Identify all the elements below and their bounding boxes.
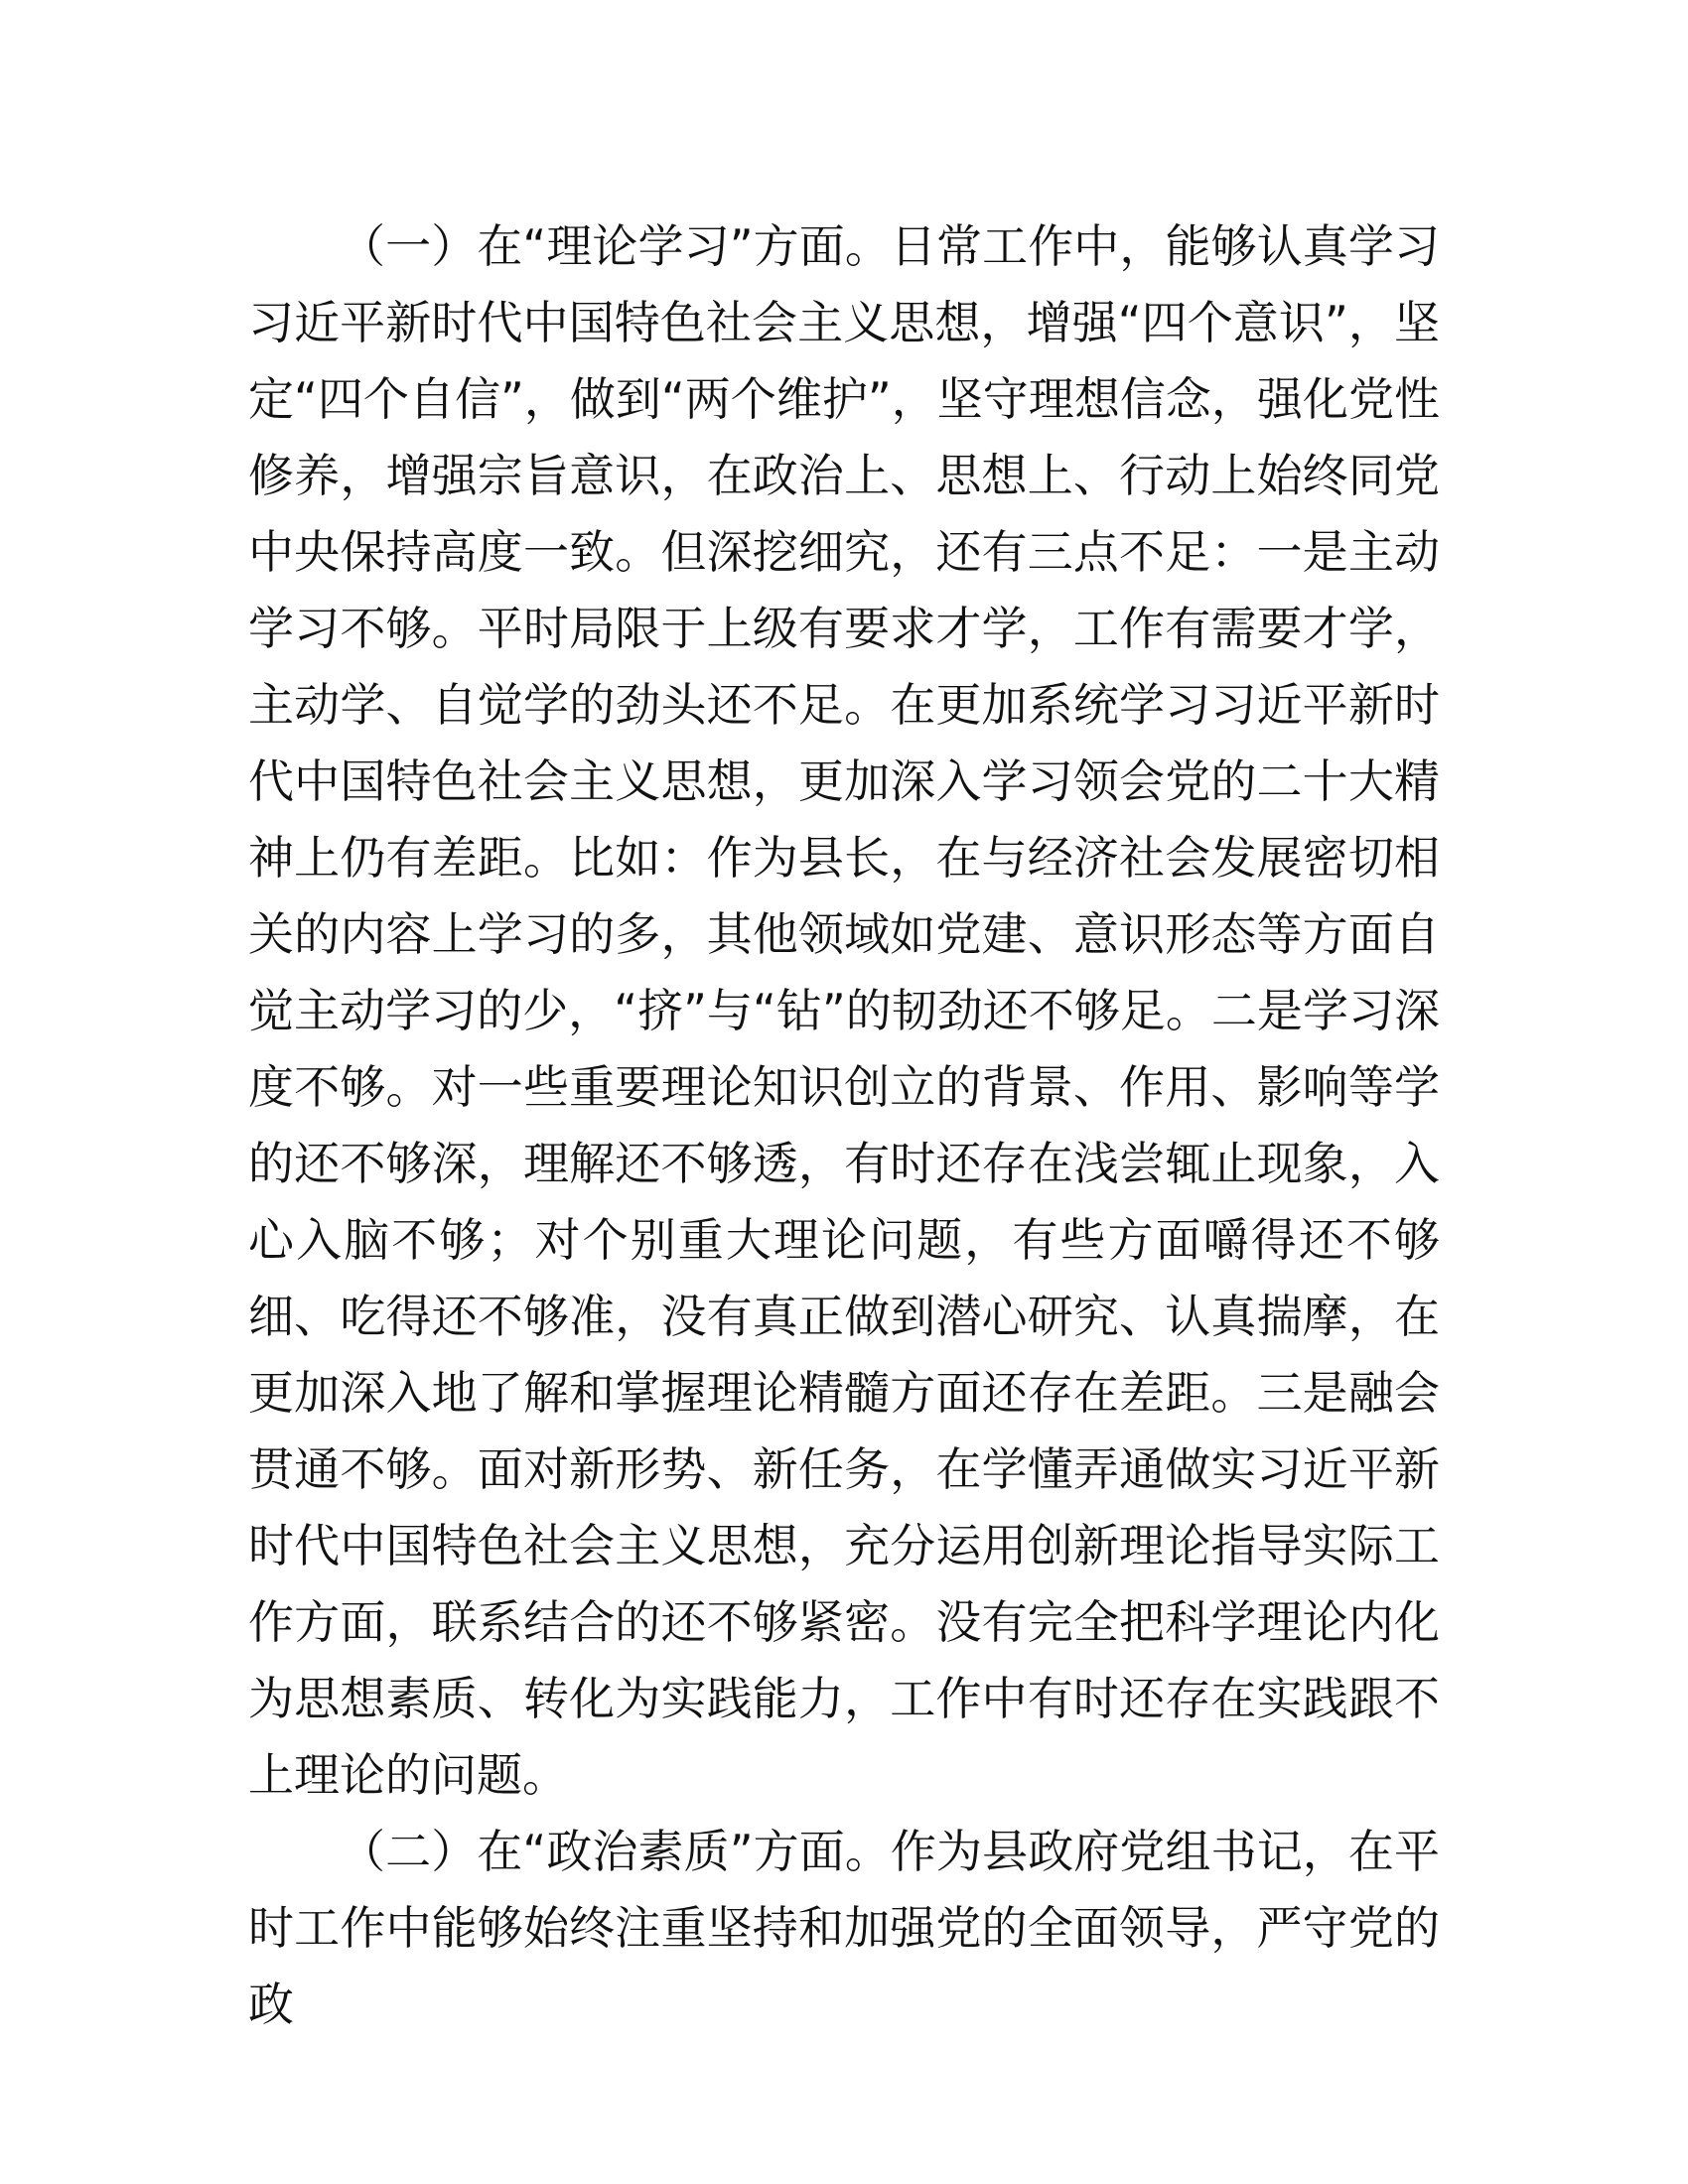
paragraph-political-quality: （二）在“政治素质”方面。作为县政府党组书记，在平时工作中能够始终注重坚持和加强党的全面领导，严守党的政 <box>248 1825 1440 2031</box>
document-body <box>248 208 1440 2043</box>
paragraph-theory-study: （一）在“理论学习”方面。日常工作中，能够认真学习习近平新时代中国特色社会主义思想，增强“四个意识”，坚定“四个自信”，做到“两个维护”，坚守理想信念，强化党性修养，增强宗旨意识，在政治上、思想上、行动上始终同党中央保持高度一致。但深挖细究，还有三点不足：一是主动学习不够。平时局限于上级有要求才学，工作有需要才学，主动学、自觉学的劲头还不足。在更加系统学习习近平新时代中国特色社会主义思想，更加深入学习领会党的二十大精神上仍有差距。比如：作为县长，在与经济社会发展密切相关的内容上学习的多，其他领域如党建、意识形态等方面自觉主动学习的少，“挤”与“钻”的韧劲还不够足。二是学习深度不够。对一些重要理论知识创立的背景、作用、影响等学的还不够深，理解还不够透，有时还存在浅尝辄止现象，入心入脑不够；对个别重大理论问题，有些方面嚼得还不够细、吃得还不够准，没有真正做到潜心研究、认真揣摩，在更加深入地了解和掌握理论精髓方面还存在差距。三是融会贯通不够。面对新形势、新任务，在学懂弄通做实习近平新时代中国特色社会主义思想，充分运用创新理论指导实际工作方面，联系结合的还不够紧密。没有完全把科学理论内化为思想素质、转化为实践能力，工作中有时还存在实践跟不上理论的问题。 <box>248 219 1440 1802</box>
